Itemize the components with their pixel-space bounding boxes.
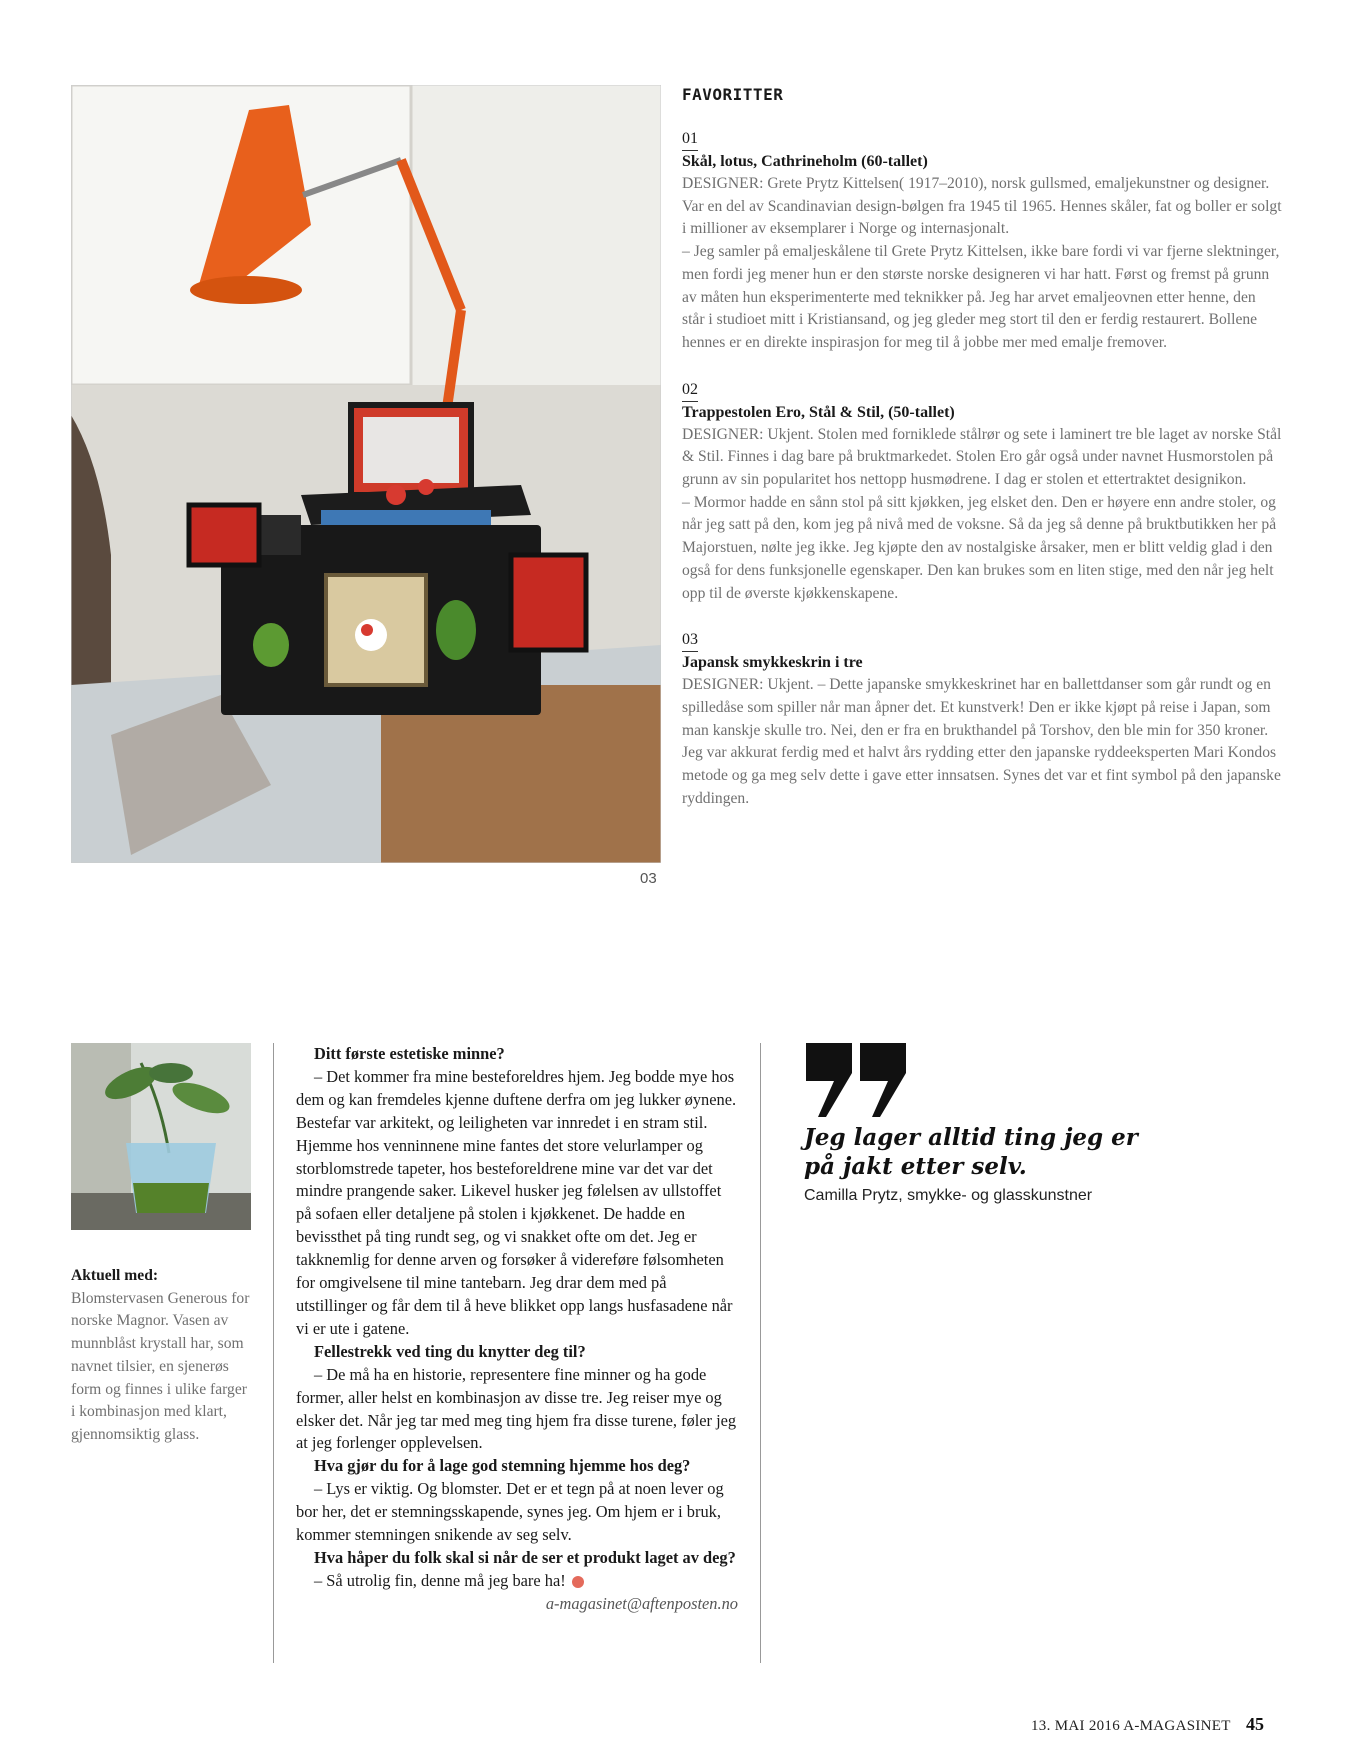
favorites-section <box>682 85 1282 834</box>
aktuell-med <box>71 1265 251 1447</box>
favorite-quote: – Jeg samler på emaljeskålene til Grete Prytz Kittelsen, ikke bare fordi vi var fjerne slektninger, men fordi jeg mener hun er den største norske designeren vi har hatt. Først og fremst på grunn av måten hun eksperimenterte med teknikker på. Jeg har arvet emaljeovnen etter henne, den står i studioet mitt i Kristiansand, og jeg gleder meg stort til den er ferdig restaurert. Bollene hennes er en direkte inspirasjon for meg til å jobbe mer med emalje fremover. <box>682 243 1280 351</box>
favorite-number: 02 <box>682 379 698 402</box>
interview-question: Fellestrekk ved ting du knytter deg til? <box>314 1341 586 1361</box>
pull-quote: Jeg lager alltid ting jeg er på jakt etter selv. <box>804 1124 1138 1180</box>
end-mark-icon <box>572 1576 584 1588</box>
favorite-title: Trappestolen Ero, Stål & Stil, (50-tallet) <box>682 403 955 421</box>
column-divider <box>273 1043 274 1663</box>
aktuell-body: Blomstervasen Generous for norske Magnor. Vasen av munnblåst krystall har, som navnet tilsier, en sjenerøs form og finnes i ulike farger i kombinasjon med klart, gjennomsiktig glass. <box>71 1289 250 1443</box>
favorite-title: Skål, lotus, Cathrineholm (60-tallet) <box>682 153 928 170</box>
pull-quote-attribution: Camilla Prytz, smykke- og glasskunstner <box>804 1187 1093 1204</box>
favorite-designer: DESIGNER: Grete Prytz Kittelsen( 1917–2010), norsk gullsmed, emaljekunstner og designer. Var en del av Scandinavian design-bølgen fra 1945 til 1965. Hennes skåler, fat og boller er solgt i millioner av eksemplarer i Norge og internasjonalt. <box>682 175 1282 238</box>
favorite-body <box>682 674 1282 810</box>
interview-answer: – Det kommer fra mine besteforeldres hjem. Jeg bodde mye hos dem og kan fremdeles kjenne duftene derfra om jeg lukker øynene. Bestefar var arkitekt, og leiligheten var innredet i en stram stil. Hjemme hos venninnene mine fantes det store velurlamper og storblomstrede tapeter, hos besteforeldrene mine var det var det mindre prangende saker. Likevel husker jeg følelsen av ullstoffet på sofaen eller detaljene på stolen i kjøkkenet. De hadde en bevissthet på ting rundt seg, og vi snakket ofte om det. Jeg er takknemlig for denne arven og forsøker å videreføre følsomheten for omgivelsene til mine tantebarn. Jeg drar dem med på utstillinger og får dem til å heve blikket opp langs husfasadene når vi er ute i gatene. <box>296 1066 737 1338</box>
favorite-number: 03 <box>682 629 698 652</box>
favorite-number: 01 <box>682 128 698 151</box>
quote-mark-icon <box>804 1043 908 1119</box>
interview-question: Hva gjør du for å lage god stemning hjemme hos deg? <box>314 1456 691 1476</box>
interview <box>296 1043 738 1616</box>
favorite-item <box>682 629 1282 810</box>
interview-answer: – De må ha en historie, representere fine minner og ha gode former, aller helst en kombinasjon av disse tre. Jeg reiser mye og elsker det. Når jeg tar med meg ting hjem fra disse turene, føler jeg at jeg forlenger opplevelsen. <box>296 1364 737 1453</box>
favorite-title: Japansk smykkeskrin i tre <box>682 654 863 672</box>
footer-date: 13. MAI 2016 A-MAGASINET <box>1031 1718 1231 1734</box>
aktuell-heading: Aktuell med: <box>71 1267 159 1284</box>
interview-answer: – Så utrolig fin, denne må jeg bare ha! <box>314 1570 566 1590</box>
photo-caption-number: 03 <box>640 870 657 887</box>
favorite-designer: DESIGNER: Ukjent. – Dette japanske smykkeskrinet har en ballettdanser som går rundt og en spilledåse som spiller når man åpner det. Et kunstverk! Den er ikke kjøpt på reise i Japan, som man kanskje skulle tro. Nei, den er fra en brukthandel på Torshov, den ble min for 350 kroner. Jeg var akkurat ferdig med et halvt års rydding etter den japanske ryddeeksperten Mari Kondos metode og ga meg selv dette i gave etter innsatsen. Synes det var et fint symbol på den japanske ryddingen. <box>682 676 1281 807</box>
column-divider <box>760 1043 761 1663</box>
interview-question: Ditt første estetiske minne? <box>314 1044 505 1063</box>
vase-photo <box>71 1043 251 1230</box>
favorite-designer: DESIGNER: Ukjent. Stolen med forniklede stålrør og sete i laminert tre ble laget av norske Stål & Stil. Finnes i dag bare på bruktmarkedet. Stolen Ero går også under navnet Husmorstolen på grunn av sin popularitet hos nettopp husmødrene. I dag er stolen et ettertraktet designikon. <box>682 425 1282 489</box>
favorite-body <box>682 173 1282 355</box>
favorite-body <box>682 424 1282 606</box>
favorite-item <box>682 379 1282 606</box>
favorite-item <box>682 128 1282 355</box>
page-number: 45 <box>1246 1714 1264 1734</box>
interview-question: Hva håper du folk skal si når de ser et produkt laget av deg? <box>314 1547 736 1567</box>
interview-answer-final <box>296 1570 738 1593</box>
favorite-quote: – Mormor hadde en sånn stol på sitt kjøkken, jeg elsket den. Den er høyere enn andre stoler, og når jeg satt på den, kom jeg på nivå med de voksne. Så da jeg så denne på bruktbutikken her på Majorstuen, nølte jeg ikke. Jeg kjøpte den av nostalgiske årsaker, men er blitt veldig glad i den også for dens funksjonelle egenskaper. Den kan brukes som en liten stige, med den når jeg helt opp til de øverste kjøkkenskapene. <box>682 493 1277 602</box>
interview-answer: – Lys er viktig. Og blomster. Det er et tegn på at noen lever og bor her, det er stemningsskapende, synes jeg. Om hjem er i bruk, kommer stemningen snikende av seg selv. <box>296 1479 724 1545</box>
main-photo <box>71 85 661 863</box>
favorites-heading: FAVORITTER <box>682 85 784 104</box>
contact-email[interactable]: a-magasinet@aftenposten.no <box>545 1593 738 1613</box>
